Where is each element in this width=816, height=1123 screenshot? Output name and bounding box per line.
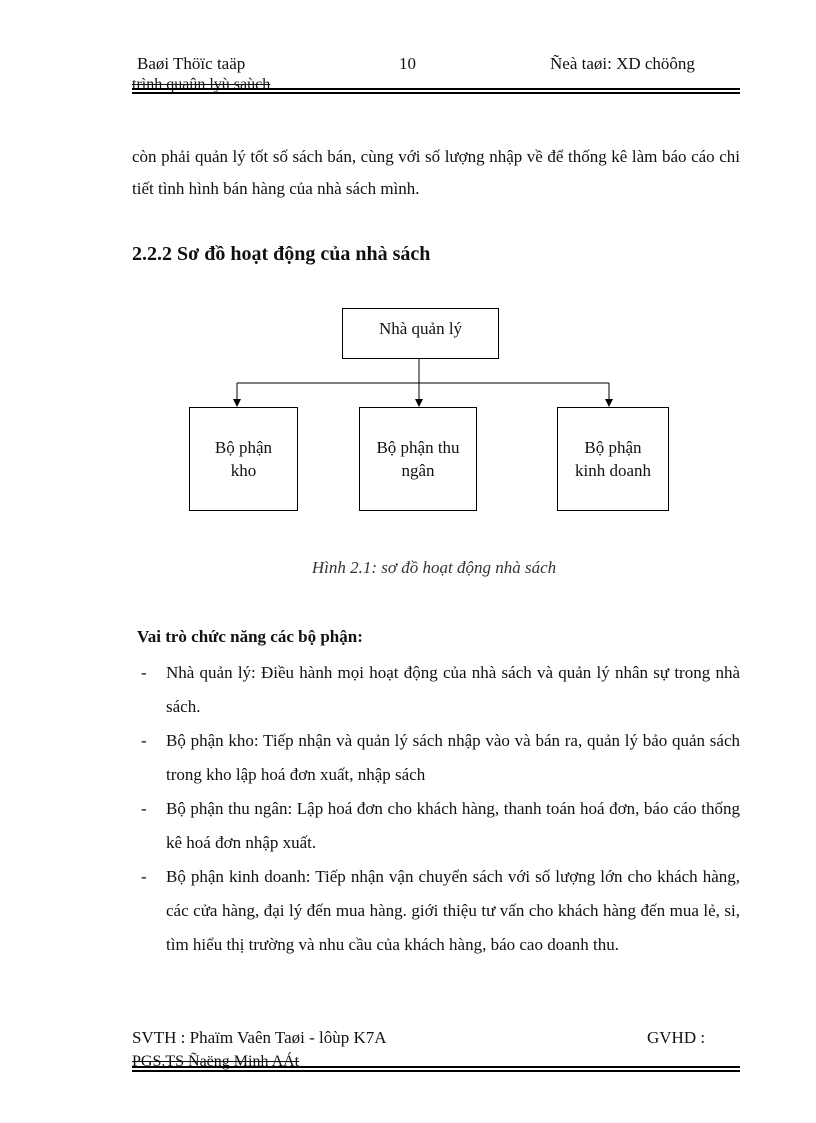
node-manager-label: Nhà quản lý [378,319,463,338]
role-item-text: Nhà quản lý: Điều hành mọi hoạt động của nhà sách và quản lý nhân sự trong nhà sách. [166,663,740,716]
node-cashier-line2: ngân [401,461,435,480]
footer-rule-top [132,1066,740,1068]
bullet-dash: - [141,867,147,886]
role-item [132,792,740,860]
node-sales-line1: Bộ phận [584,438,642,457]
bullet-dash: - [141,663,147,682]
intro-paragraph: còn phải quản lý tốt số sách bán, cùng với số lượng nhập về để thống kê làm báo cáo chi tiết tình hình bán hàng của nhà sách mình. [132,147,740,198]
node-warehouse-line2: kho [230,461,257,480]
footer-supervisor-label: GVHD : [647,1028,706,1047]
node-sales-line2: kinh doanh [574,461,652,480]
role-item-text: Bộ phận thu ngân: Lập hoá đơn cho khách hàng, thanh toán hoá đơn, báo cáo thống kê hoá đơn nhập xuất. [166,799,740,852]
header-report-title: Baøi Thöïc taäp [137,54,246,73]
bullet-dash: - [141,799,147,818]
role-item-text: Bộ phận kho: Tiếp nhận và quản lý sách nhập vào và bán ra, quản lý bảo quản sách trong kho lập hoá đơn xuất, nhập sách [166,731,740,784]
node-warehouse-line1: Bộ phận [214,438,273,457]
bullet-dash: - [141,731,147,750]
roles-heading: Vai trò chức năng các bộ phận: [137,627,363,646]
header-topic: Ñeà taøi: XD chöông [550,54,695,73]
header-report-subtitle: trình quaûn lyù saùch [132,76,271,93]
node-cashier-line1: Bộ phận thu [376,438,460,457]
role-item [132,724,740,792]
role-item [132,656,740,724]
section-heading: 2.2.2 Sơ đồ hoạt động của nhà sách [132,243,431,265]
diagram-node-manager [342,308,499,359]
figure-caption: Hình 2.1: sơ đồ hoạt động nhà sách [311,558,557,577]
diagram-node-warehouse [189,407,298,511]
page-number: 10 [399,54,416,73]
footer-supervisor-name: PGS.TS Ñaëng Minh AÁt [132,1053,300,1070]
role-item-text: Bộ phận kinh doanh: Tiếp nhận vận chuyển sách với số lượng lớn cho khách hàng, các cửa hàng, đại lý đến mua hàng. giới thiệu tư vấn cho khách hàng đến mua lẻ, si, tìm hiểu thị trường và nhu cầu của khách hàng, báo cao doanh thu. [166,867,740,954]
role-item [132,860,740,962]
footer-student: SVTH : Phaïm Vaên Taøi - lôùp K7A [132,1028,387,1047]
diagram-node-sales [557,407,669,511]
diagram-node-cashier [359,407,477,511]
footer-rule-bottom [132,1070,740,1072]
